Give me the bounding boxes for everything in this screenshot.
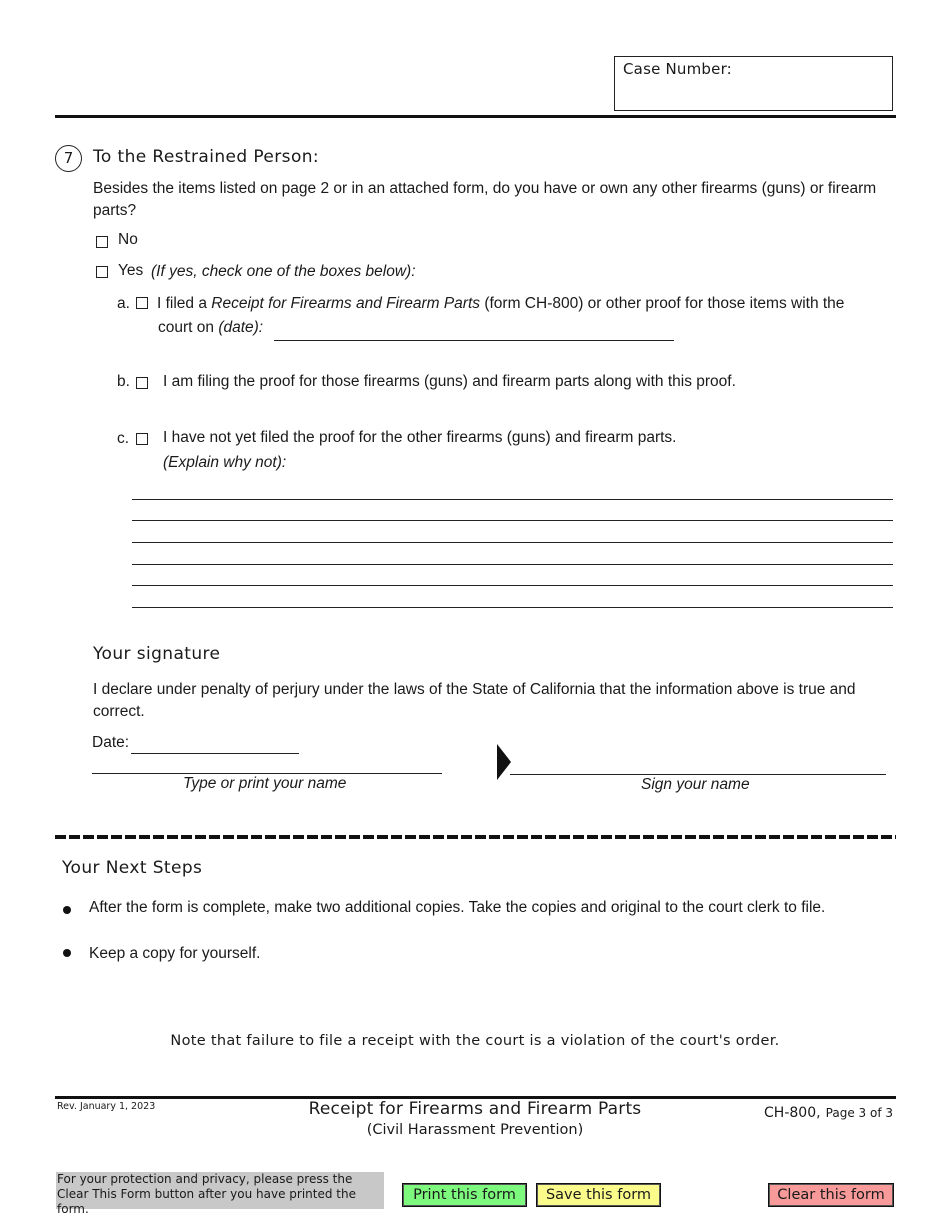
no-label: No: [118, 231, 138, 248]
explain-line[interactable]: [132, 564, 893, 565]
header-rule: [55, 115, 896, 118]
question-text: Besides the items listed on page 2 or in an attached form, do you have or own any other firearms (guns) or firearm parts?: [93, 180, 877, 219]
date-label: Date:: [92, 734, 130, 751]
form-code: CH-800,: [764, 1105, 821, 1121]
explain-line[interactable]: [132, 607, 893, 608]
privacy-note: For your protection and privacy, please press the Clear This Form button after you have printed the form.: [56, 1172, 384, 1209]
explain-line[interactable]: [132, 585, 893, 586]
explain-line[interactable]: [132, 542, 893, 543]
option-c-text: I have not yet filed the proof for the other firearms (guns) and firearm parts.: [163, 429, 677, 446]
option-b-text: I am filing the proof for those firearms (guns) and firearm parts along with this proof.: [163, 373, 736, 390]
option-a-date-field[interactable]: [274, 340, 674, 341]
violation-note: Note that failure to file a receipt with the court is a violation of the court's order.: [170, 1033, 780, 1049]
option-a-letter: a.: [117, 295, 130, 312]
explain-line[interactable]: [132, 520, 893, 521]
option-c-letter: c.: [117, 430, 130, 447]
option-a-date-label: (date):: [218, 319, 264, 336]
option-c-checkbox[interactable]: [136, 433, 148, 445]
option-a-checkbox[interactable]: [136, 297, 148, 309]
option-a-text: [157, 293, 887, 315]
footer-form-title: Receipt for Firearms and Firearm Parts: [308, 1099, 642, 1119]
page-number: Page 3 of 3: [825, 1106, 893, 1120]
option-a-form-title: Receipt for Firearms and Firearm Parts: [211, 295, 481, 312]
item-number-badge: 7: [55, 145, 82, 172]
bullet-icon: [63, 949, 71, 957]
yes-note: (If yes, check one of the boxes below):: [151, 263, 416, 280]
option-a-text-after: (form CH-800) or other proof for those items with the: [480, 295, 845, 312]
section-title: To the Restrained Person:: [93, 147, 320, 167]
next-steps-title: Your Next Steps: [62, 858, 203, 878]
no-checkbox[interactable]: [96, 236, 108, 248]
option-b-letter: b.: [117, 373, 130, 390]
case-number-label: Case Number:: [623, 60, 732, 78]
option-b-checkbox[interactable]: [136, 377, 148, 389]
explain-line[interactable]: [132, 499, 893, 500]
option-a-line2: [158, 317, 263, 339]
option-a-court-on: court on: [158, 319, 219, 336]
bullet-icon: [63, 906, 71, 914]
save-form-button[interactable]: Save this form: [536, 1183, 661, 1207]
next-step-item: After the form is complete, make two additional copies. Take the copies and original to the court clerk to file.: [89, 899, 826, 916]
form-id: [764, 1102, 893, 1121]
print-form-button[interactable]: Print this form: [402, 1183, 527, 1207]
case-number-input[interactable]: [619, 81, 887, 107]
yes-checkbox[interactable]: [96, 266, 108, 278]
case-number-box: [614, 56, 893, 111]
next-step-item: Keep a copy for yourself.: [89, 945, 261, 962]
footer-form-subtitle: (Civil Harassment Prevention): [366, 1122, 584, 1138]
option-a-text-before: I filed a: [157, 295, 212, 312]
sign-caption: Sign your name: [641, 776, 750, 793]
name-caption: Type or print your name: [183, 775, 347, 792]
revision-date: Rev. January 1, 2023: [57, 1101, 156, 1112]
option-c-explain-label: (Explain why not):: [163, 454, 287, 471]
declaration-text: I declare under penalty of perjury under the laws of the State of California that the information above is true and correct.: [93, 681, 856, 720]
section-divider: [55, 835, 896, 839]
signature-date-field[interactable]: [131, 753, 299, 754]
clear-form-button[interactable]: Clear this form: [768, 1183, 894, 1207]
signature-title: Your signature: [93, 644, 221, 664]
yes-label: Yes: [118, 262, 144, 279]
